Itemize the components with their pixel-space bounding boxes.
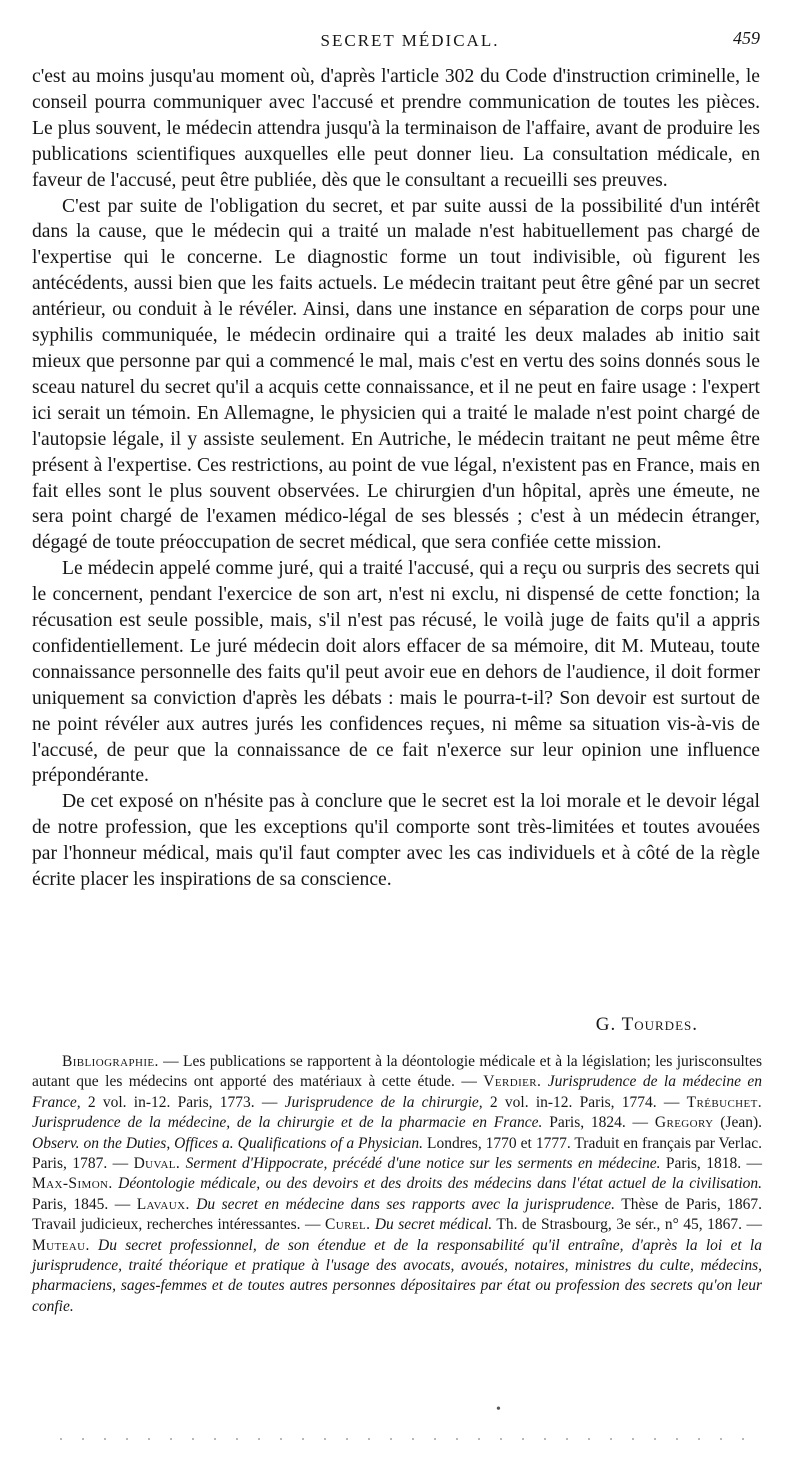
printer-mark: • [496,1402,501,1417]
ref-details: Thèse de Paris, 1867. Travail judicieux, recherches intéressantes. — [32,1195,763,1234]
ref-details: 2 vol. in-12. Paris, 1774. — [489,1093,680,1111]
ref-author: Max-Simon. [32,1175,113,1193]
bibliography-text [32,1052,762,1317]
ref-details: Paris, 1818. — [665,1155,763,1173]
paragraph-expertise: C'est par suite de l'obligation du secret, et par suite aussi de la possibilité d'un intérêt dans la cause, que le médecin qui a traité un malade n'est habituellement pas chargé de l'expertise qui le concerne. Le diagnostic forme un tout indivisible, où figurent les antécédents, aussi bien que les faits actuels. Le médecin traitant peut être gêné par un secret antérieur, ou conduit à le révéler. Ainsi, dans une instance en séparation de corps pour une syphilis communiquée, le médecin ordinaire qui a traité les deux malades ab initio sait mieux que personne par qui a commencé le mal, mais c'est en vertu des soins donnés sous le sceau naturel du secret qu'il a acquis cette connaissance, et il ne peut en faire usage : l'expert ici serait un témoin. En Allemagne, le physicien qui a traité le malade n'est point chargé de l'autopsie légale, il y assiste seulement. En Autriche, le médecin traitant ne peut même être présent à l'expertise. Ces restrictions, au point de vue légal, n'existent pas en France, mais en fait elles sont le plus souvent observées. Le chirurgien d'un hôpital, après une émeute, ne sera point chargé de l'examen médico-légal de ses blessés ; c'est à un médecin étranger, dégagé de toute préoccupation de secret médical, que sera confiée cette mission. [32,195,760,554]
ref-author: Gregory [654,1114,714,1132]
page-number: 459 [733,28,760,48]
paragraph-jury: Le médecin appelé comme juré, qui a traité l'accusé, qui a reçu ou surpris des secrets qui le concernent, pendant l'exercice de son art, n'est ni exclu, ni dispensé de cette fonction; la récusation est seule possible, mais, s'il n'est pas récusé, le voilà juge de faits qu'il a appris confidentiellement. Le juré médecin doit alors effacer de sa mémoire, dit M. Muteau, toute connaissance personnelle des faits qu'il peut avoir eue en dehors de l'audience, il doit former uniquement sa conviction d'après les débats : mais le pourra-t-il? Son devoir est surtout de ne point révéler aux autres jurés les confidences reçues, ni même sa situation vis-à-vis de l'accusé, de peur que la connaissance de ce fait n'exerce sur leur opinion une influence prépondérante. [32,558,760,787]
ref-title: Du secret en médecine dans ses rapports avec la jurisprudence. [196,1195,616,1213]
ref-title: Serment d'Hippocrate, précédé d'une notice sur les serments en médecine. [185,1155,661,1173]
ref-title: Déontologie médicale, ou des devoirs et des droits des médecins dans l'état actuel de la civilisation. [118,1175,762,1193]
ref-details: Th. de Strasbourg, 3e sér., n° 45, 1867. — [496,1216,763,1234]
ref-author: Trébuchet. [686,1093,763,1111]
scan-artifact-dots [60,1438,760,1440]
ref-title: Du secret professionnel, de son étendue et de la responsabilité qu'il entraîne, d'après la loi et la jurisprudence, traité théorique et pratique à l'usage des avocats, avoués, notaires, ministres du culte, médecins, pharmaciens, sages-femmes et de toutes autres personnes dépositaires par état ou profession des secrets qu'on leur confie. [32,1236,762,1315]
ref-author: Duval. [133,1155,181,1173]
main-text [32,64,760,893]
ref-author: Lavaux. [136,1195,190,1213]
bibliography [32,1052,762,1317]
ref-title: Jurisprudence de la médecine en France, [32,1073,763,1111]
ref-title: Jurisprudence de la médecine, de la chirurgie et de la pharmacie en France. [32,1114,543,1132]
ref-author: Muteau. [32,1236,90,1254]
bibliography-heading: Bibliographie. [62,1053,159,1070]
ref-title: Du secret médical. [374,1216,493,1234]
ref-details: Paris, 1845. — [32,1195,131,1213]
ref-details: (Jean). [720,1114,763,1132]
ref-author: Verdier. [483,1073,542,1091]
paragraph-continued: c'est au moins jusqu'au moment où, d'après l'article 302 du Code d'instruction criminelle, le conseil pourra communiquer avec l'accusé et prendre communication de toutes les pièces. Le plus souvent, le médecin attendra jusqu'à la terminaison de l'affaire, avant de produire les publications scientifiques auxquelles elle peut donner lieu. La consultation médicale, en faveur de l'accusé, peut être publiée, dès que le consultant a recueilli ses preuves. [32,66,760,191]
running-title: SECRET MÉDICAL. [320,31,500,50]
paragraph-conclusion: De cet exposé on n'hésite pas à conclure que le secret est la loi morale et le devoir légal de notre profession, que les exceptions qu'il comporte sont très-limitées et toutes avouées par l'honneur médical, mais qu'il faut compter avec les cas individuels et à côté de la règle écrite placer les inspirations de sa conscience. [32,791,760,891]
ref-author: Curel. [325,1216,371,1234]
running-head [60,28,760,54]
ref-details: Londres, 1770 et 1777. Traduit en français par Verlac. Paris, 1787. — [32,1134,763,1173]
ref-details: 2 vol. in-12. Paris, 1773. — [87,1093,278,1111]
ref-title: Jurisprudence de la chirurgie, [284,1093,483,1111]
bibliography-intro: — Les publications se rapportent à la déontologie médicale et à la législation; les jurisconsultes autant que les médecins ont apporté des matériaux à cette étude. — [32,1053,762,1091]
author-signature: G. Tourdes. [595,1014,698,1035]
ref-title: Observ. on the Duties, Offices a. Qualifications of a Physician. [32,1134,424,1152]
ref-details: Paris, 1824. — [549,1114,649,1132]
